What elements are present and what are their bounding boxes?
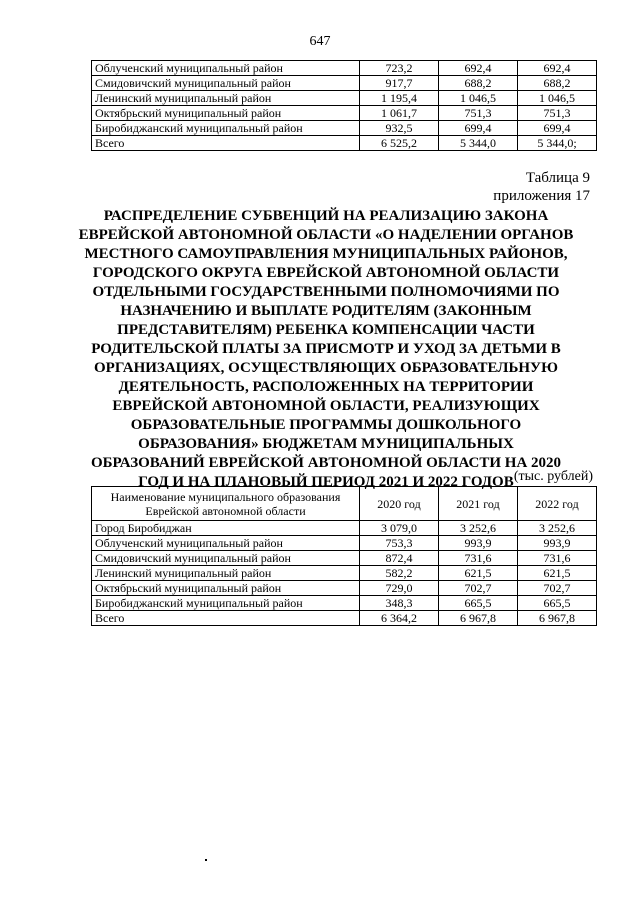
row-value-cell: 6 967,8	[518, 611, 597, 626]
units-label: (тыс. рублей)	[513, 469, 593, 484]
table-row	[92, 596, 597, 611]
table-row	[92, 611, 597, 626]
heading-line: ЕВРЕЙСКОЙ АВТОНОМНОЙ ОБЛАСТИ, РЕАЛИЗУЮЩИХ	[112, 398, 540, 414]
table-row	[92, 121, 597, 136]
row-value-cell: 3 079,0	[360, 521, 439, 536]
row-value-cell: 688,2	[518, 76, 597, 91]
row-value-cell: 751,3	[439, 106, 518, 121]
row-value-cell: 665,5	[439, 596, 518, 611]
top-table-body	[92, 61, 597, 151]
table-row	[92, 521, 597, 536]
header-2022: 2022 год	[518, 487, 597, 521]
row-name-cell: Октябрьский муниципальный район	[92, 581, 360, 596]
document-heading	[76, 207, 576, 492]
row-name-cell: Смидовичский муниципальный район	[92, 76, 360, 91]
row-name-cell: Биробиджанский муниципальный район	[92, 121, 360, 136]
table-row	[92, 581, 597, 596]
stray-dot-mark	[205, 859, 207, 861]
row-value-cell: 3 252,6	[439, 521, 518, 536]
row-value-cell: 692,4	[439, 61, 518, 76]
row-name-cell: Ленинский муниципальный район	[92, 566, 360, 581]
row-name-cell: Всего	[92, 611, 360, 626]
heading-line: ОБРАЗОВАНИЙ ЕВРЕЙСКОЙ АВТОНОМНОЙ ОБЛАСТИ НА 2020	[90, 455, 562, 471]
row-value-cell: 723,2	[360, 61, 439, 76]
heading-line: ОРГАНИЗАЦИЯХ, ОСУЩЕСТВЛЯЮЩИХ ОБРАЗОВАТЕЛЬНУЮ	[94, 360, 558, 376]
appendix-label: приложения 17	[493, 188, 590, 204]
heading-line: ОБРАЗОВАНИЯ» БЮДЖЕТАМ МУНИЦИПАЛЬНЫХ	[138, 436, 514, 452]
header-name-line2: Еврейской автономной области	[145, 503, 306, 518]
row-value-cell: 699,4	[439, 121, 518, 136]
table-header-row	[92, 487, 597, 521]
row-value-cell: 731,6	[518, 551, 597, 566]
row-value-cell: 1 061,7	[360, 106, 439, 121]
row-value-cell: 692,4	[518, 61, 597, 76]
row-value-cell: 5 344,0;	[518, 136, 597, 151]
row-value-cell: 3 252,6	[518, 521, 597, 536]
row-value-cell: 688,2	[439, 76, 518, 91]
row-value-cell: 729,0	[360, 581, 439, 596]
row-name-cell: Город Биробиджан	[92, 521, 360, 536]
row-value-cell: 702,7	[439, 581, 518, 596]
row-name-cell: Облученский муниципальный район	[92, 536, 360, 551]
header-name-cell	[92, 487, 360, 521]
page-number: 647	[309, 34, 331, 49]
row-name-cell: Ленинский муниципальный район	[92, 91, 360, 106]
heading-line: ЕВРЕЙСКОЙ АВТОНОМНОЙ ОБЛАСТИ «О НАДЕЛЕНИИ ОРГАНОВ	[78, 227, 574, 243]
subventions-table	[91, 486, 597, 626]
heading-line: ПРЕДСТАВИТЕЛЯМ) РЕБЕНКА КОМПЕНСАЦИИ ЧАСТИ	[117, 322, 535, 338]
row-value-cell: 621,5	[518, 566, 597, 581]
row-value-cell: 702,7	[518, 581, 597, 596]
main-table-body	[92, 521, 597, 626]
table-number-label: Таблица 9	[525, 170, 590, 186]
row-name-cell: Биробиджанский муниципальный район	[92, 596, 360, 611]
row-value-cell: 731,6	[439, 551, 518, 566]
row-value-cell: 872,4	[360, 551, 439, 566]
row-value-cell: 348,3	[360, 596, 439, 611]
table-row	[92, 551, 597, 566]
row-value-cell: 5 344,0	[439, 136, 518, 151]
row-value-cell: 993,9	[518, 536, 597, 551]
row-value-cell: 665,5	[518, 596, 597, 611]
top-continuation-table	[91, 60, 597, 151]
row-name-cell: Октябрьский муниципальный район	[92, 106, 360, 121]
heading-line: ГОД И НА ПЛАНОВЫЙ ПЕРИОД 2021 И 2022 ГОДОВ	[138, 474, 514, 490]
heading-line: МЕСТНОГО САМОУПРАВЛЕНИЯ МУНИЦИПАЛЬНЫХ РАЙОНОВ,	[84, 246, 568, 262]
row-value-cell: 751,3	[518, 106, 597, 121]
header-name-line1: Наименование муниципального образования	[110, 489, 341, 504]
row-value-cell: 699,4	[518, 121, 597, 136]
row-value-cell: 6 525,2	[360, 136, 439, 151]
table-row	[92, 566, 597, 581]
table-row	[92, 106, 597, 121]
table-row	[92, 536, 597, 551]
table-row	[92, 136, 597, 151]
heading-line: ОТДЕЛЬНЫМИ ГОСУДАРСТВЕННЫМИ ПОЛНОМОЧИЯМИ ПО	[92, 284, 560, 300]
table-row	[92, 76, 597, 91]
header-2021: 2021 год	[439, 487, 518, 521]
row-value-cell: 1 046,5	[518, 91, 597, 106]
row-value-cell: 621,5	[439, 566, 518, 581]
row-name-cell: Смидовичский муниципальный район	[92, 551, 360, 566]
row-name-cell: Облученский муниципальный район	[92, 61, 360, 76]
row-value-cell: 1 195,4	[360, 91, 439, 106]
heading-line: РОДИТЕЛЬСКОЙ ПЛАТЫ ЗА ПРИСМОТР И УХОД ЗА ДЕТЬМИ В	[91, 341, 561, 357]
table-row	[92, 91, 597, 106]
row-value-cell: 917,7	[360, 76, 439, 91]
row-value-cell: 753,3	[360, 536, 439, 551]
table-row	[92, 61, 597, 76]
heading-line: РАСПРЕДЕЛЕНИЕ СУБВЕНЦИЙ НА РЕАЛИЗАЦИЮ ЗАКОНА	[103, 208, 549, 224]
row-value-cell: 932,5	[360, 121, 439, 136]
heading-line: ДЕЯТЕЛЬНОСТЬ, РАСПОЛОЖЕННЫХ НА ТЕРРИТОРИИ	[118, 379, 534, 395]
heading-line: НАЗНАЧЕНИЮ И ВЫПЛАТЕ РОДИТЕЛЯМ (ЗАКОННЫМ	[120, 303, 532, 319]
header-2020: 2020 год	[360, 487, 439, 521]
row-name-cell: Всего	[92, 136, 360, 151]
row-value-cell: 6 364,2	[360, 611, 439, 626]
heading-line: ОБРАЗОВАТЕЛЬНЫЕ ПРОГРАММЫ ДОШКОЛЬНОГО	[130, 417, 522, 433]
heading-line: ГОРОДСКОГО ОКРУГА ЕВРЕЙСКОЙ АВТОНОМНОЙ ОБЛАСТИ	[92, 265, 560, 281]
row-value-cell: 582,2	[360, 566, 439, 581]
row-value-cell: 993,9	[439, 536, 518, 551]
row-value-cell: 6 967,8	[439, 611, 518, 626]
row-value-cell: 1 046,5	[439, 91, 518, 106]
